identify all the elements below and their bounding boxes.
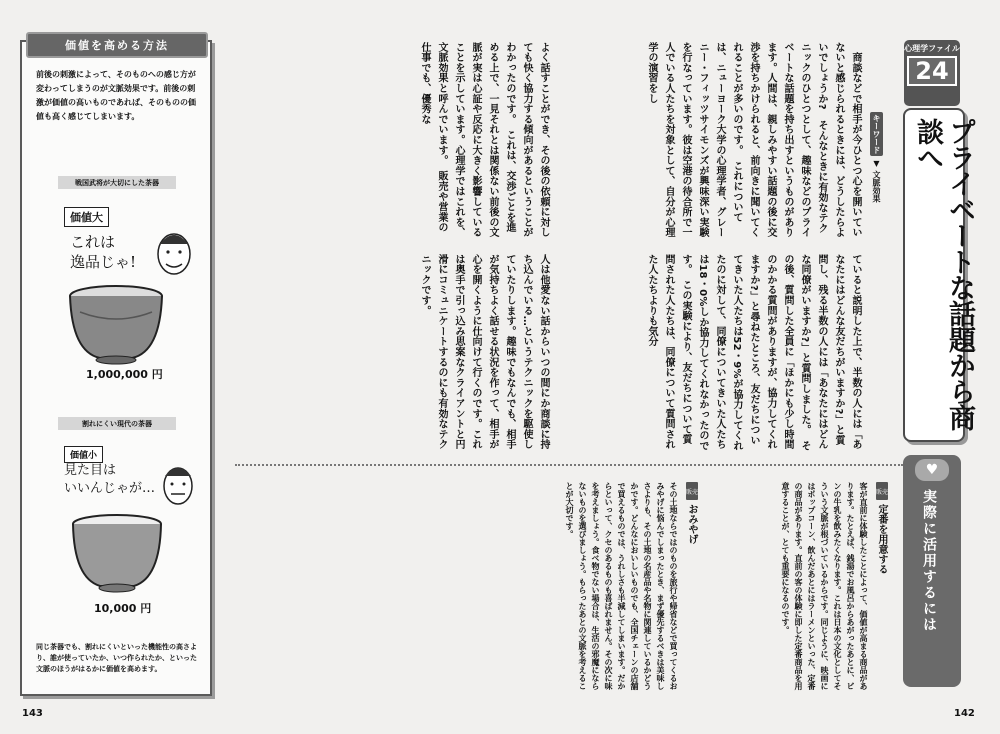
page-number-left: 143 — [22, 708, 43, 719]
keyword-tag: キーワード — [872, 114, 881, 154]
file-number: 24 — [907, 56, 957, 86]
file-label: 心理学ファイル — [904, 44, 960, 53]
section1-text: 客が直前に体験したことによって、価値が高まる商品があります。たとえば、銭湯でお風呂からあがったあとに、ビンの牛乳を飲みたくなります。これは日本の文化としてそういう文脈が根づいているからです。同じように、映画にはポップコーン、飲んだあとにはラーメンといった、定番の商品があります。直前の客の体験に即した定番商品を用意することが、とても重要になるのです。 — [781, 482, 868, 690]
case2-value-label: 価値小 — [64, 446, 103, 463]
body-column-right-top: 商談などで相手が今ひとつ心を開いていないと感じられるときには、どうしたらよいでしょうか? そんなときに有効なテクニックのひとつとして、趣味などのプライベートな話題を持ち出すというものがあります。人間は、親しみやすい話題の後に交渉を持ちかけられると、前向きに聞いてくれることが多いのです。 これについては、ニューヨーク大学の心理学者、グレーニー・フィッツサイモンズが興味深い実験を行なっています。彼は空港の待合所で一人でいる人たちを対象として、自分が心理学の演習をし — [646, 42, 861, 238]
sidebar-box — [20, 40, 212, 696]
body-column-left-bottom: 人は他愛ない話からいつの間にか商談に持ち込んでいる…というテクニックを駆使していたりします。趣味でもなんでも、相手が気持ちよく話せる状況を作って、相手が心を開くように仕向けて行くのです。これは奥手で引っ込み思案なクライアントと円滑にコミュニケートするのにも有効なテクニックです。 — [419, 254, 549, 450]
case1-price: 1,000,000 円 — [86, 368, 163, 381]
application-box — [903, 455, 961, 687]
case2-price: 10,000 円 — [94, 602, 152, 615]
psychology-file-badge — [904, 40, 960, 106]
section2-text: その土地ならではのものを旅行や帰省などで買ってくるおみやげに悩んでしまったとき、まず優先するべきは美味しさよりも、その土地の名産品や名物に関連しているかどうかです。どんなにおいしいものでも、全国チェーンの店舗で買えるものでは、うれしさも半減してしまいます。だからといって、クセのあるものも喜ばれません。その次に味を考えましょう。食べ物でない場合は、生活の邪魔にならないものを選びましょう。もらったあとの文脈を考えることが大切です。 — [565, 482, 678, 690]
body-column-right-bottom: ていると説明した上で、半数の人には「あなたにはどんな友だちがいますか?」と質問し、残る半数の人には「あなたにはどんな同僚がいますか?」と質問しました。 その後、質問した全員に「ほかにも少し時間のかかる質問がありますが、協力してくれますか?」と尋ねたところ、友だちについてきいた人たちは52・9%が協力してくれたのに対して、同僚についてきいた人たちは18・0%しか協力してくれなかったのです。 この実験により、友だちについて質問された人たちは、同僚について質問された人たちよりも気分 — [646, 254, 861, 451]
application-title: 実際に活用するには — [921, 489, 937, 633]
samurai-face-icon — [150, 222, 198, 282]
body-column-left-top: よく話すことができ、その後の依頼に対しても快く協力する傾向があるということがわかったのです。 これは、交渉ごとを進める上で、一見それとは関係ない前後の文脈が実は心証や反応に大きく影響していることを示しています。心理学ではこれを、文脈効果と呼んでいます。 販売や営業の仕事でも、優秀な — [419, 42, 549, 238]
case2-speech: 見た目は いいんじゃが… — [64, 463, 156, 496]
section-divider — [235, 464, 903, 466]
section2-tag: 販売 — [686, 482, 698, 500]
page-title: プライベートな話題から商談へ — [912, 118, 975, 430]
sidebar-intro: 前後の刺激によって、そのものへの感じ方が変わってしまうのが文脈効果です。前後の刺激が価値の高いものであれば、そのものの価値も高く感じてしまいます。 — [36, 70, 196, 121]
triangle-icon: ▼ — [872, 158, 881, 168]
page-number-right: 142 — [954, 708, 975, 719]
section2-heading: おみやげ — [686, 504, 697, 544]
sidebar-note: 同じ茶器でも、割れにくいといった機能性の高さより、誰が使っていたか、いつ作られたか、といった文脈のほうがはるかに価値を高めます。 — [36, 643, 197, 673]
case2-caption: 割れにくい現代の茶器 — [58, 417, 176, 430]
case1-caption: 戦国武将が大切にした茶器 — [58, 176, 176, 189]
samurai-face-small-icon — [156, 456, 200, 512]
keyword-line — [870, 112, 883, 242]
section1-tag: 販売 — [876, 482, 888, 500]
heart-icon: ♥ — [915, 459, 949, 481]
title-box — [903, 108, 975, 442]
tea-bowl-small-icon — [64, 512, 170, 596]
tea-bowl-large-icon — [60, 282, 172, 366]
keyword-text: 文脈効果 — [872, 170, 881, 203]
case1-speech: これは 逸品じゃ! — [70, 233, 137, 271]
case1-value-label: 価値大 — [64, 207, 109, 227]
sidebar-title: 価値を高める方法 — [26, 32, 208, 58]
section1-heading: 定番を用意する — [876, 504, 887, 574]
